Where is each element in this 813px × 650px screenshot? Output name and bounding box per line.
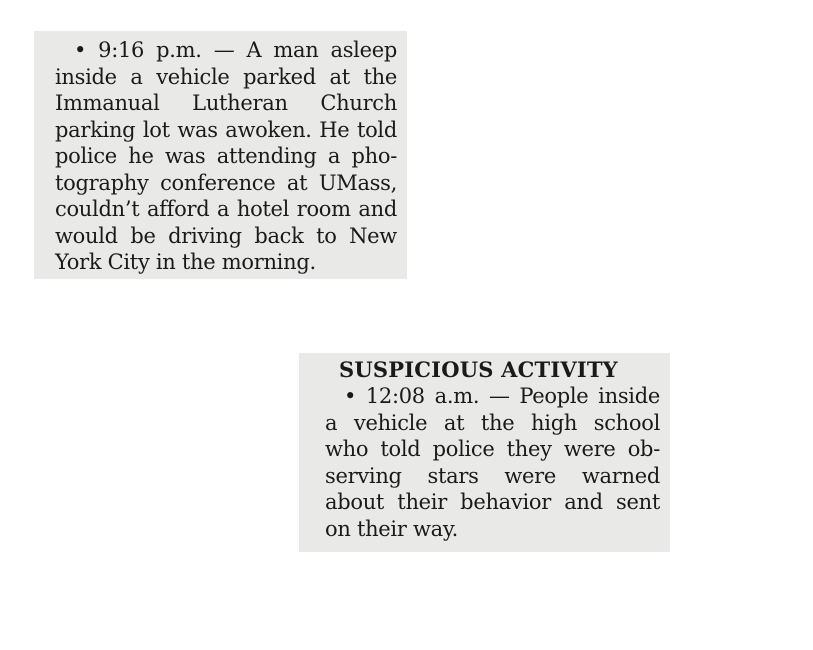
- clipping-text-line: parking lot was awoken. He told: [55, 117, 397, 142]
- clipping-text-line: tography conference at UMass,: [55, 170, 397, 195]
- section-heading: SUSPICIOUS ACTIVITY: [339, 357, 618, 382]
- clipping-text-line: a vehicle at the high school: [325, 410, 660, 435]
- clipping-text-line: who told police they were ob-: [325, 437, 660, 461]
- clipping-suspicious-activity: [299, 353, 670, 552]
- clipping-text-line: police he was attending a pho-: [55, 144, 397, 168]
- clipping-text-line: couldn’t afford a hotel room and: [55, 197, 397, 221]
- clipping-text-line: on their way.: [325, 516, 459, 541]
- clipping-text-line: inside a vehicle parked at the: [55, 64, 397, 89]
- clipping-text-line: serving stars were warned: [325, 463, 660, 488]
- clipping-text-line: Immanual Lutheran Church: [55, 91, 397, 115]
- clipping-text-line: • 9:16 p.m. — A man asleep: [74, 38, 397, 62]
- clipping-text-line: • 12:08 a.m. — People inside: [344, 384, 660, 408]
- clipping-text-line: York City in the morning.: [55, 250, 316, 274]
- clipping-text-line: would be driving back to New: [55, 223, 397, 248]
- clipping-overnight-vehicle: [34, 31, 407, 279]
- clipping-text-line: about their behavior and sent: [325, 490, 660, 514]
